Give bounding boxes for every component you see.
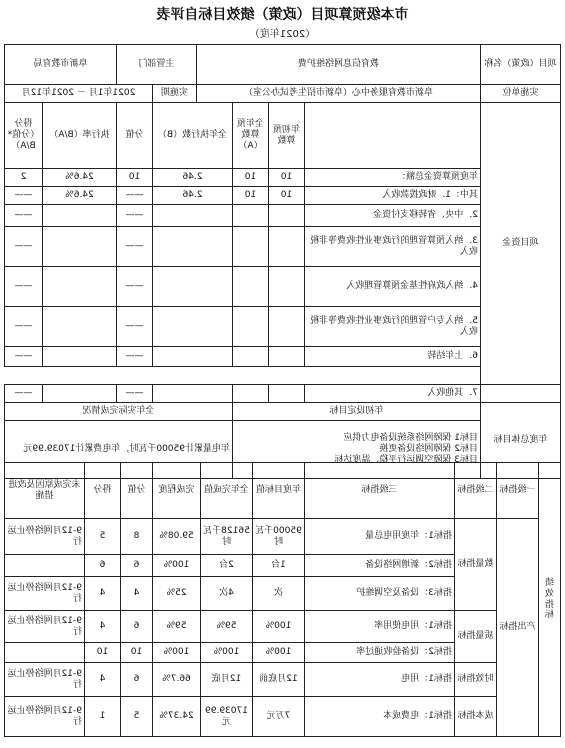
funds-cell [233,227,269,267]
rate: 24.37% [153,697,201,737]
actual: 17039.99元 [201,697,253,737]
funds-row [4,227,560,267]
funds-section-label-spacer [481,385,561,403]
actual: 100% [201,643,253,663]
level2-label: 时效指标 [455,663,497,697]
got: 4 [85,577,121,611]
funds-row [4,267,560,307]
period-label: 实施期 [152,85,196,103]
perf-header: 三级指标 [305,463,455,519]
actual: 12月底 [201,663,253,697]
funds-cell [42,347,116,367]
actual: 4次 [201,577,253,611]
level2-label: 质量指标 [455,611,497,663]
funds-cell: —— [4,307,42,347]
rate: 100% [153,643,201,663]
actual: 2台 [201,555,253,577]
reason [5,643,85,663]
funds-header-row [4,103,560,169]
goals-actual: 年电量累计95000千瓦时，年电费累计17039.99元 [4,421,232,479]
funds-row-label: 6．上年结转 [305,347,481,367]
funds-row [4,385,560,403]
indicator: 指标1：用电 [305,663,455,697]
perf-row [5,697,561,737]
funds-cell [152,307,232,347]
funds-cell [233,347,269,367]
funds-row-label: 4．纳入政府性基金预算管理收入 [305,267,481,307]
funds-cell: 2.46 [152,169,232,187]
funds-cell [152,347,232,367]
funds-cell [42,205,116,227]
funds-cell: 10 [233,187,269,205]
funds-cell [42,307,116,347]
indicator: 指标1：年度用电总量 [305,519,455,555]
unit-value: 阜新市教育服务中心（阜新市招生考试办公室） [196,85,480,103]
budget-table [4,44,561,479]
funds-row-label: 3．纳入预算管理的行政事业性收费等非税收入 [305,227,481,267]
funds-row [4,307,560,347]
funds-cell: —— [116,347,152,367]
funds-cell [233,205,269,227]
perf-header: 全年完成值 [201,463,253,519]
dept-label: 主管部门 [116,45,196,85]
funds-cell: 10 [233,169,269,187]
goals-actual-header: 全年实际完成情况 [4,403,232,421]
target: 100% [253,611,305,643]
funds-row [4,187,560,205]
funds-cell [42,267,116,307]
funds-cell: 10 [116,169,152,187]
funds-header: 分值 [116,103,152,169]
rate: 25% [153,577,201,611]
got: 4 [85,611,121,643]
funds-cell: 2.46 [152,187,232,205]
reason: 9-12月网络停止运行 [5,663,85,697]
indicator: 指标2：设备验收通过率 [305,643,455,663]
perf-row [5,663,561,697]
perf-header: 一级指标 [497,463,539,519]
target: 7万元 [253,697,305,737]
got: 10 [85,643,121,663]
rate: 59% [153,611,201,643]
goal-item: 目标3 保障空调运行平稳、温度达标 [334,454,478,465]
funds-cell: —— [4,267,42,307]
funds-cell: —— [116,205,152,227]
funds-cell: —— [4,347,42,367]
perf-header: 完成程度 [153,463,201,519]
funds-cell: —— [4,385,42,403]
funds-header: 得分（分值*B/A） [4,103,42,169]
unit-label: 实施单位 [481,85,561,103]
perf-side-label: 绩效指标 [539,463,561,737]
goals-section-label: 年度总体目标 [481,403,561,479]
perf-header: 未完成原因及改进措施 [5,463,85,519]
reason: 9-12月网络停止运行 [5,519,85,555]
funds-cell: 24.6% [42,169,116,187]
rate: 59.08% [153,519,201,555]
funds-row-label: 年度预算资金总额： [305,169,481,187]
goal-item: 目标2 保障网络设备更换 [379,444,478,455]
score: 6 [121,611,153,643]
target: 95000千瓦时 [253,519,305,555]
level2-label: 数量指标 [455,519,497,611]
score: 10 [121,643,153,663]
project-name: 教育信息网络维护费 [196,45,480,85]
target: 100% [253,643,305,663]
indicator: 指标2：新增网络设备 [305,555,455,577]
funds-cell: —— [4,205,42,227]
actual: 59% [201,611,253,643]
perf-header: 二级指标 [455,463,497,519]
got: 4 [85,663,121,697]
target: 1台 [253,555,305,577]
rate: 100% [153,555,201,577]
funds-cell [269,347,305,367]
perf-row [5,519,561,555]
funds-row-label: 2．中央、省转移支付资金 [305,205,481,227]
funds-cell [269,385,305,403]
target: 次 [253,577,305,611]
performance-table [4,462,561,737]
funds-cell [233,307,269,347]
perf-header: 年度目标值 [253,463,305,519]
dept-value: 阜新市教育局 [4,45,116,85]
funds-row-label: 7．其他收入 [305,385,481,403]
funds-section-label: 项目资金 [481,103,561,385]
score: 8 [121,519,153,555]
reason: 9-12月网络停止运行 [5,611,85,643]
funds-cell [269,227,305,267]
funds-cell [152,267,232,307]
funds-cell [42,227,116,267]
perf-header-row [5,463,561,519]
period-value: 2021年1月 － 2021年12月 [4,85,152,103]
indicator: 指标1：电费成本 [305,697,455,737]
goal-item: 目标1 保障网络系统设备电力供应 [343,433,478,444]
perf-header: 分值 [121,463,153,519]
funds-cell [233,385,269,403]
got: 5 [85,519,121,555]
funds-cell: 10 [269,169,305,187]
score: 6 [121,555,153,577]
indicator: 指标1：用电使用率 [305,611,455,643]
funds-cell [152,385,232,403]
funds-row [4,205,560,227]
funds-row-label: 5．纳入专户管理的行政事业性收费等非税收入 [305,307,481,347]
score: 5 [121,697,153,737]
funds-cell: 10 [269,187,305,205]
funds-cell: 2 [4,169,42,187]
funds-header: 全年预算数（A） [233,103,269,169]
funds-cell [269,205,305,227]
target: 12月底前 [253,663,305,697]
funds-cell: —— [116,187,152,205]
funds-cell [42,385,116,403]
project-name-label: 项目（政策）名称 [481,45,561,85]
perf-row [5,611,561,643]
page-subtitle: （2021年度） [249,29,316,40]
funds-header: 执行率（B/A） [42,103,116,169]
level2-label: 成本指标 [455,697,497,737]
reason [5,555,85,577]
funds-cell [269,267,305,307]
funds-cell: —— [4,187,42,205]
reason: 9-12月网络停止运行 [5,577,85,611]
actual: 56128千瓦时 [201,519,253,555]
funds-row-label: 其中：1．财政拨款收入 [305,187,481,205]
funds-header: 全年执行数（B） [152,103,232,169]
funds-cell: —— [4,227,42,267]
score: 6 [121,663,153,697]
funds-cell [269,307,305,347]
funds-cell [233,267,269,307]
funds-cell: —— [116,385,152,403]
funds-cell: —— [116,267,152,307]
funds-cell [152,227,232,267]
funds-row [4,169,560,187]
perf-header: 得分 [85,463,121,519]
funds-row [4,367,560,385]
goals-planned-header: 年初设定目标 [233,403,481,421]
got: 6 [85,555,121,577]
funds-row [4,347,560,367]
funds-cell [152,205,232,227]
level1-label: 产出指标 [497,519,539,737]
indicator: 指标3：设备及空调维护 [305,577,455,611]
rate: 66.7% [153,663,201,697]
funds-cell: —— [116,307,152,347]
funds-cell: —— [116,227,152,267]
funds-cell: 24.6% [42,187,116,205]
page-title: 市本级预算项目（政策）绩效目标自评表 [156,7,409,23]
got: 1 [85,697,121,737]
reason: 9-12月网络停止运行 [5,697,85,737]
score: 4 [121,577,153,611]
funds-header: 年初预算数 [269,103,305,169]
